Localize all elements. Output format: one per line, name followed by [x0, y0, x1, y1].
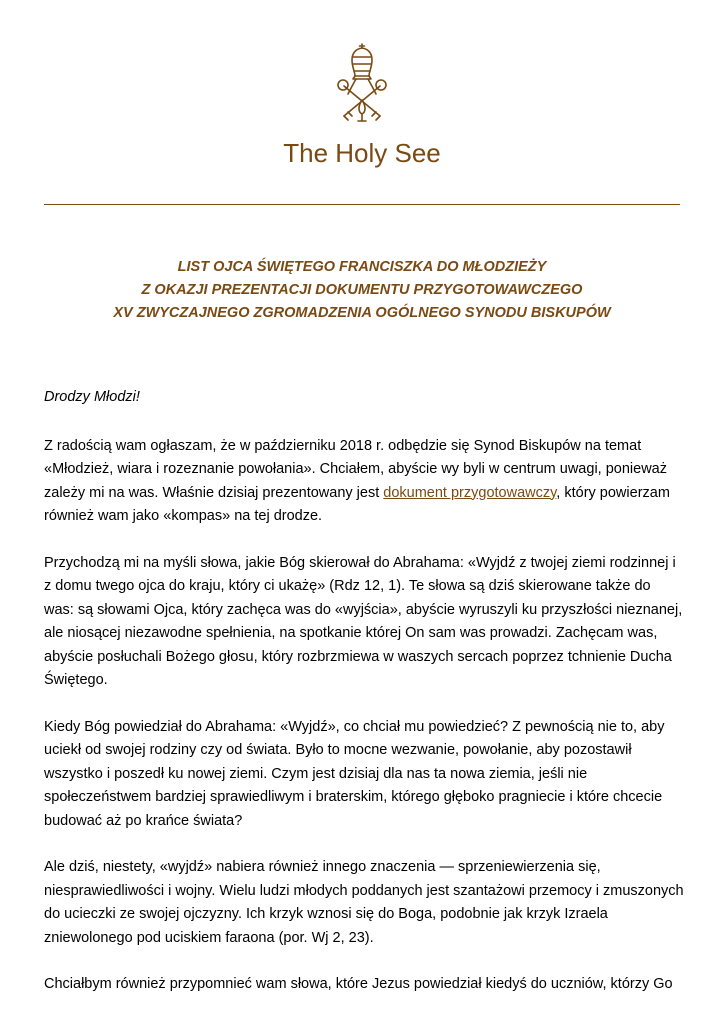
heading-line-2: Z OKAZJI PREZENTACJI DOKUMENTU PRZYGOTOWAWCZEGO — [141, 282, 583, 298]
heading-line-3: XV ZWYCZAJNEGO ZGROMADZENIA OGÓLNEGO SYNODU BISKUPÓW — [113, 305, 611, 321]
document-heading — [0, 256, 724, 325]
greeting: Drodzy Młodzi! — [44, 389, 140, 405]
header-divider — [44, 204, 680, 205]
paragraph-4: Ale dziś, niestety, «wyjdź» nabiera również innego znaczenia — sprzeniewierzenia się, niesprawiedliwości i wojny. Wielu ludzi młodych poddanych jest szantażowi przemocy i zmuszonych do ucieczki ze swojej ojczyzny. Ich krzyk wznosi się do Boga, podobnie jak krzyk Izraela zniewolonego pod uciskiem faraona (por. Wj 2, 23). — [44, 859, 684, 946]
document-body — [44, 386, 684, 1020]
papal-keys-tiara-icon — [322, 42, 402, 122]
preparatory-document-link[interactable]: dokument przygotowawczy — [383, 484, 557, 501]
heading-line-1: LIST OJCA ŚWIĘTEGO FRANCISZKA DO MŁODZIEŻY — [177, 259, 547, 275]
paragraph-1-text-end: , który powierzam również wam jako «kompas» na tej drodze. — [44, 484, 670, 524]
paragraph-2: Przychodzą mi na myśli słowa, jakie Bóg skierował do Abrahama: «Wyjdź z twojej ziemi rodzinnej i z domu twego ojca do kraju, który ci ukażę» (Rdz 12, 1). Te słowa są dziś skierowane także do was: są słowami Ojca, który zachęca was do «wyjścia», abyście wyruszyli ku przyszłości nieznanej, ale niosącej niezawodne spełnienia, na spotkanie której On sam was prowadzi. Zachęcam was, abyście posłuchali Bożego głosu, który rozbrzmiewa w waszych sercach poprzez tchnienie Ducha Świętego. — [44, 554, 683, 688]
paragraph-3: Kiedy Bóg powiedział do Abrahama: «Wyjdź», co chciał mu powiedzieć? Z pewnością nie to, aby uciekł od swojej rodziny czy od świata. Było to mocne wezwanie, powołanie, aby pozostawił wszystko i poszedł ku nowej ziemi. Czym jest dzisiaj dla nas ta nowa ziemia, jeśli nie społeczeństwem bardziej sprawiedliwym i braterskim, którego głęboko pragniecie i które chcecie budować aż po krańce świata? — [44, 718, 665, 829]
paragraph-1-text-start: Z radością wam ogłaszam, że w październiku 2018 r. odbędzie się Synod Biskupów na temat «Młodzież, wiara i rozeznanie powołania». Chciałem, abyście wy byli w centrum uwagi, ponieważ zależy mi na was. Właśnie dzisiaj prezentowany jest — [44, 437, 667, 501]
paragraph-1 — [44, 435, 684, 529]
site-title[interactable]: The Holy See — [283, 138, 441, 168]
paragraph-5: Chciałbym również przypomnieć wam słowa, które Jezus powiedział kiedyś do uczniów, którzy Go — [44, 976, 673, 992]
